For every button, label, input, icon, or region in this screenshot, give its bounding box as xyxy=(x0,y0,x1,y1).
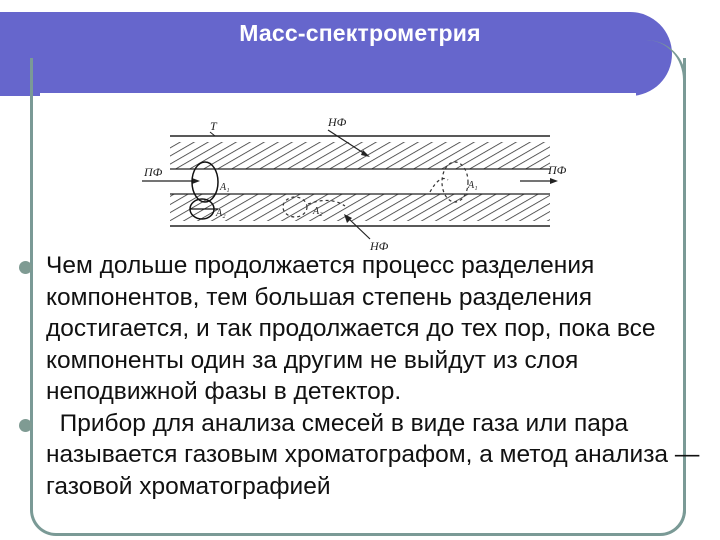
bullet-dot-icon xyxy=(19,261,32,274)
bullet-item xyxy=(18,408,718,503)
label-t: T xyxy=(210,119,217,133)
bullet-item xyxy=(18,250,718,408)
label-a1-right: A₁ xyxy=(468,180,478,191)
stationary-phase-top xyxy=(170,142,550,169)
label-nf-top: НФ xyxy=(328,115,347,129)
label-a1-left: A₁ xyxy=(220,182,230,193)
label-a2-left: A₂ xyxy=(216,208,226,219)
bullet-text: Чем дольше продолжается процесс разделения компонентов, тем большая степень разделения достигается, и так продолжается до тех пор, пока все компоненты один за другим не выйдут из слоя неподвижной фазы в детектор. xyxy=(46,252,656,405)
label-pf-left: ПФ xyxy=(144,165,163,179)
label-pf-right: ПФ xyxy=(548,163,567,177)
bullet-text: Прибор для анализа смесей в виде газа или пара называется газовым хроматографом, а метод анализа — газовой хроматографией xyxy=(46,409,707,500)
stationary-phase-bottom xyxy=(170,194,550,221)
label-nf-bottom: НФ xyxy=(370,239,389,253)
label-a2-mid: A₂ xyxy=(313,206,323,217)
nf-bottom-pointer xyxy=(348,218,370,239)
slide-title: Масс-спектрометрия xyxy=(239,20,481,46)
bullet-dot-icon xyxy=(19,419,32,432)
bullet-list xyxy=(18,250,718,502)
chromatography-column-diagram xyxy=(130,114,590,254)
